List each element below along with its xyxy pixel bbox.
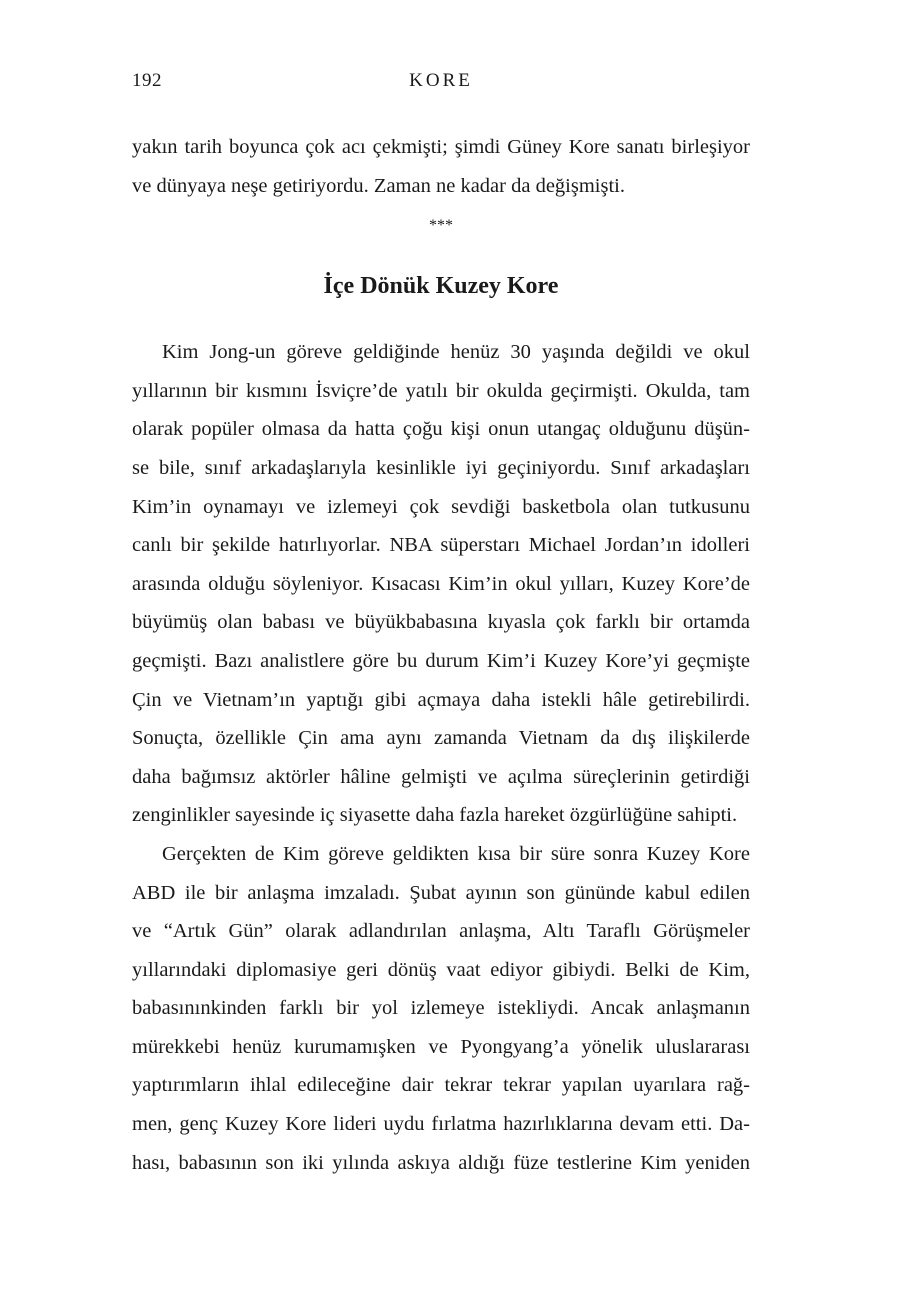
body-text — [132, 128, 750, 1182]
text-line: olarak popüler olmasa da hatta çoğu kişi onun utangaç olduğunu düşün- — [132, 418, 750, 441]
text-line: yıllarının bir kısmını İsviçre’de yatılı bir okulda geçirmişti. Okulda, tam — [132, 379, 750, 402]
paragraph-2 — [132, 835, 750, 1182]
text-line: yıllarındaki diplomasiye geri dönüş vaat ediyor gibiydi. Belki de Kim, — [132, 958, 750, 981]
text-line: mürekkebi henüz kurumamışken ve Pyongyang’a yönelik uluslararası — [132, 1035, 750, 1058]
text-line: daha bağımsız aktörler hâline gelmişti ve açılma süreçlerinin getirdiği — [132, 765, 750, 788]
text-line: se bile, sınıf arkadaşlarıyla kesinlikle iyi geçiniyordu. Sınıf arkadaşları — [132, 456, 750, 479]
book-page — [132, 0, 750, 1300]
section-separator: *** — [429, 217, 453, 235]
text-line: Kim Jong-un göreve geldiğinde henüz 30 yaşında değildi ve okul — [162, 341, 750, 364]
text-line: ve “Artık Gün” olarak adlandırılan anlaşma, Altı Taraflı Görüşmeler — [132, 920, 750, 943]
intro-paragraph — [132, 128, 750, 205]
text-line: zenginlikler sayesinde iç siyasette daha fazla hareket özgürlüğüne sahipti. — [132, 804, 738, 827]
text-line: arasında olduğu söyleniyor. Kısacası Kim’in okul yılları, Kuzey Kore’de — [132, 572, 750, 595]
section-heading: İçe Dönük Kuzey Kore — [323, 273, 559, 300]
text-line: hası, babasının son iki yılında askıya aldığı füze testlerine Kim yeniden — [132, 1151, 750, 1174]
text-line: Sonuçta, özellikle Çin ama aynı zamanda Vietnam da dış ilişkilerde — [132, 727, 750, 750]
text-line: büyümüş olan babası ve büyükbabasına kıyasla çok farklı bir ortamda — [132, 611, 750, 634]
text-line: ABD ile bir anlaşma imzaladı. Şubat ayının son gününde kabul edilen — [132, 881, 750, 904]
running-head — [132, 70, 750, 100]
text-line: yaptırımların ihlal edileceğine dair tekrar tekrar yapılan uyarılara rağ- — [132, 1074, 750, 1097]
text-line: men, genç Kuzey Kore lideri uydu fırlatma hazırlıklarına devam etti. Da- — [132, 1113, 750, 1136]
text-line: Çin ve Vietnam’ın yaptığı gibi açmaya daha istekli hâle getirebilirdi. — [132, 688, 750, 711]
text-line: canlı bir şekilde hatırlıyorlar. NBA süperstarı Michael Jordan’ın idolleri — [132, 534, 750, 557]
paragraph-1 — [132, 333, 750, 835]
text-line: Kim’in oynamayı ve izlemeyi çok sevdiği basketbola olan tutkusunu — [132, 495, 750, 518]
text-line: ve dünyaya neşe getiriyordu. Zaman ne kadar da değişmişti. — [132, 174, 625, 197]
page-number: 192 — [132, 70, 162, 91]
running-title: KORE — [409, 70, 473, 91]
text-line: Gerçekten de Kim göreve geldikten kısa bir süre sonra Kuzey Kore — [162, 842, 750, 865]
text-line: geçmişti. Bazı analistlere göre bu durum Kim’i Kuzey Kore’yi geçmişte — [132, 649, 750, 672]
text-line: yakın tarih boyunca çok acı çekmişti; şimdi Güney Kore sanatı birleşiyor — [132, 136, 750, 158]
text-line: babasınınkinden farklı bir yol izlemeye istekliydi. Ancak anlaşmanın — [132, 997, 750, 1020]
